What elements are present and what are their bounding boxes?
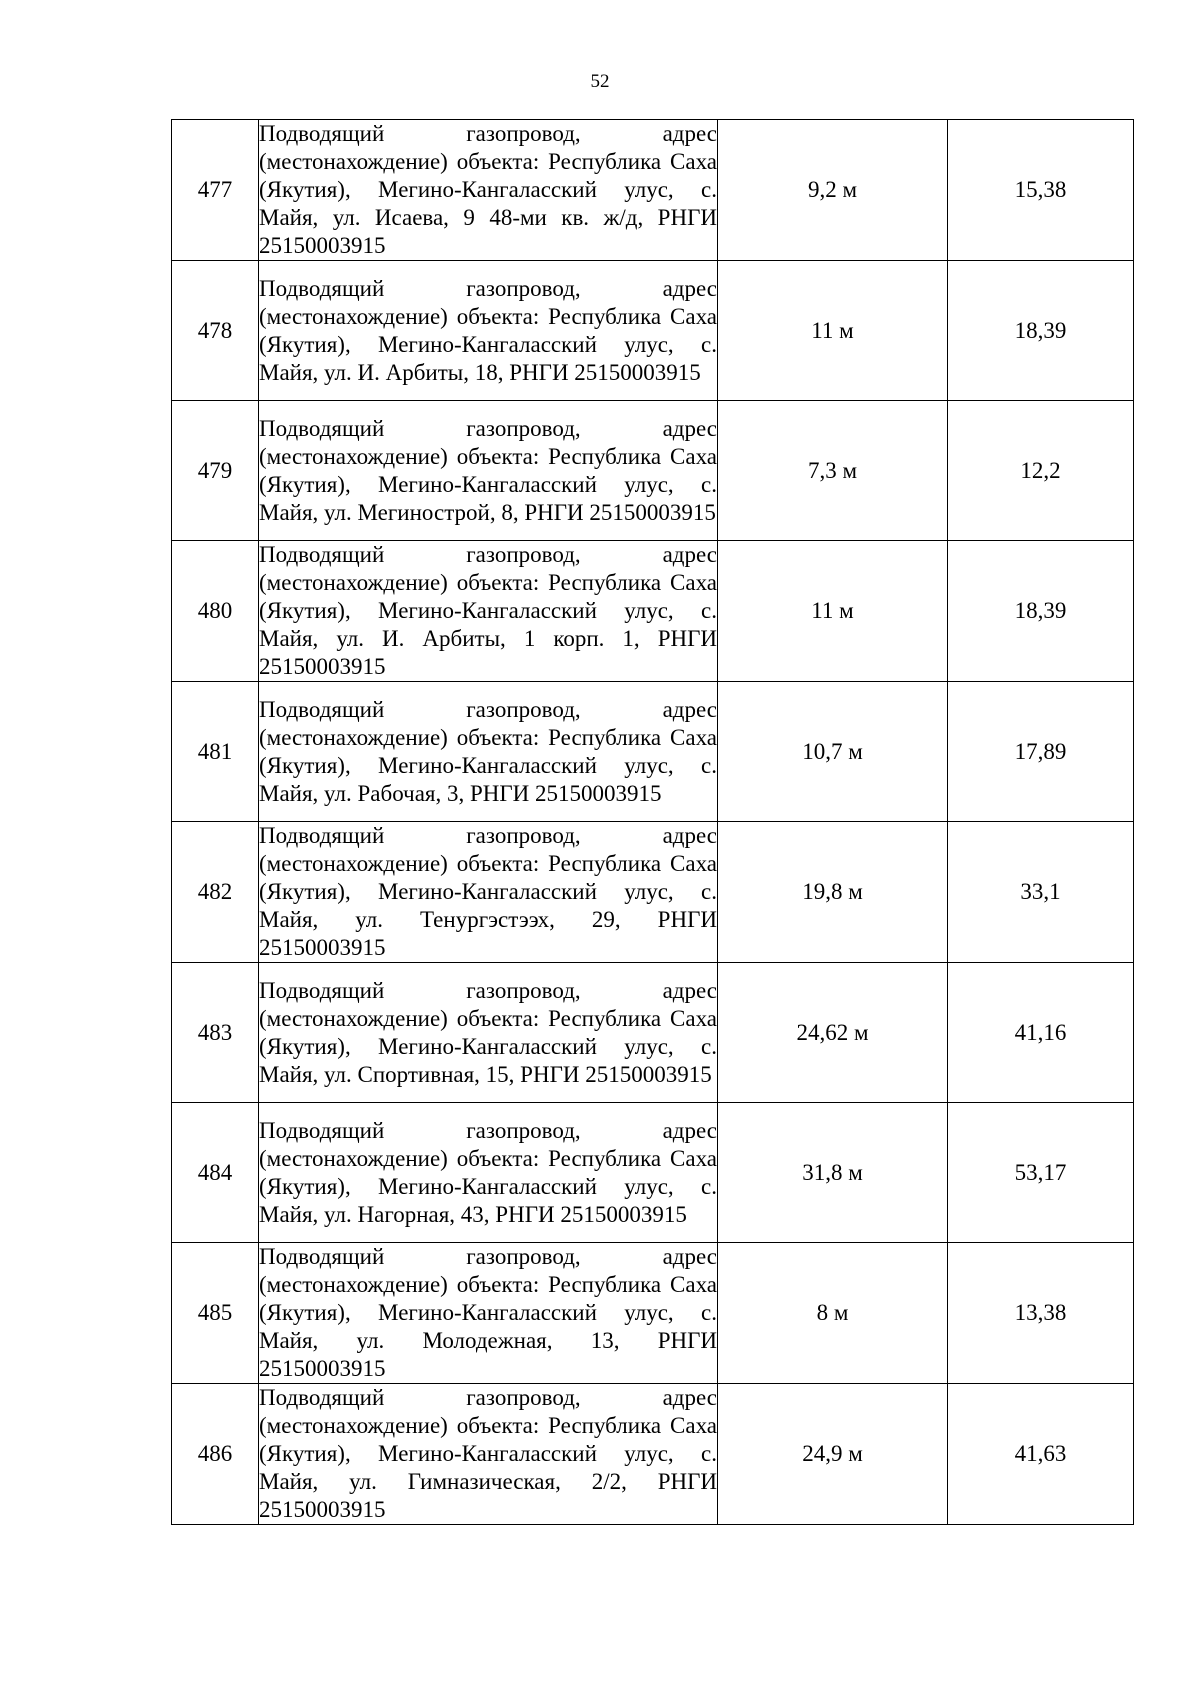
pipeline-length: 10,7 м <box>718 682 948 822</box>
object-value: 17,89 <box>948 682 1134 822</box>
object-value: 18,39 <box>948 541 1134 682</box>
pipeline-length: 31,8 м <box>718 1103 948 1243</box>
registry-table <box>171 119 1134 1525</box>
object-description-text: Подводящий газопровод, адрес (местонахождение) объекта: Республика Саха (Якутия), Мегино-Кангаласский улус, с. Майя, ул. Молодежная, 13, РНГИ 25150003915 <box>259 1244 717 1381</box>
pipeline-length: 7,3 м <box>718 401 948 541</box>
pipeline-length: 19,8 м <box>718 822 948 963</box>
object-description-text: Подводящий газопровод, адрес (местонахождение) объекта: Республика Саха (Якутия), Мегино-Кангаласский улус, с. Майя, ул. Спортивная, 15, РНГИ 25150003915 <box>259 977 717 1087</box>
object-description-text: Подводящий газопровод, адрес (местонахождение) объекта: Республика Саха (Якутия), Мегино-Кангаласский улус, с. Майя, ул. И. Арбиты, 1 корп. 1, РНГИ 25150003915 <box>259 542 717 679</box>
object-description <box>259 401 718 541</box>
pipeline-length: 8 м <box>718 1243 948 1384</box>
table-row <box>172 1384 1134 1525</box>
object-description-text: Подводящий газопровод, адрес (местонахождение) объекта: Республика Саха (Якутия), Мегино-Кангаласский улус, с. Майя, ул. И. Арбиты, 18, РНГИ 25150003915 <box>259 275 717 385</box>
table-row <box>172 1103 1134 1243</box>
row-number: 480 <box>172 541 259 682</box>
object-description <box>259 822 718 963</box>
object-value: 13,38 <box>948 1243 1134 1384</box>
row-number: 479 <box>172 401 259 541</box>
table-row <box>172 963 1134 1103</box>
pipeline-length: 24,9 м <box>718 1384 948 1525</box>
object-description-text: Подводящий газопровод, адрес (местонахождение) объекта: Республика Саха (Якутия), Мегино-Кангаласский улус, с. Майя, ул. Тенургэстээх, 29, РНГИ 25150003915 <box>259 823 717 960</box>
object-value: 41,16 <box>948 963 1134 1103</box>
row-number: 478 <box>172 261 259 401</box>
object-value: 18,39 <box>948 261 1134 401</box>
object-description <box>259 1103 718 1243</box>
object-value: 41,63 <box>948 1384 1134 1525</box>
table-row <box>172 401 1134 541</box>
pipeline-length: 11 м <box>718 261 948 401</box>
row-number: 483 <box>172 963 259 1103</box>
table-row <box>172 541 1134 682</box>
row-number: 486 <box>172 1384 259 1525</box>
object-description-text: Подводящий газопровод, адрес (местонахождение) объекта: Республика Саха (Якутия), Мегино-Кангаласский улус, с. Майя, ул. Гимназическая, 2/2, РНГИ 25150003915 <box>259 1385 717 1522</box>
page-number: 52 <box>590 71 610 92</box>
object-description-text: Подводящий газопровод, адрес (местонахождение) объекта: Республика Саха (Якутия), Мегино-Кангаласский улус, с. Майя, ул. Нагорная, 43, РНГИ 25150003915 <box>259 1117 717 1227</box>
object-description <box>259 682 718 822</box>
pipeline-length: 24,62 м <box>718 963 948 1103</box>
object-description <box>259 261 718 401</box>
table-row <box>172 682 1134 822</box>
table-row <box>172 1243 1134 1384</box>
object-value: 12,2 <box>948 401 1134 541</box>
registry-table-body <box>172 120 1134 1525</box>
object-description <box>259 1384 718 1525</box>
row-number: 481 <box>172 682 259 822</box>
table-row <box>172 120 1134 261</box>
row-number: 482 <box>172 822 259 963</box>
object-value: 53,17 <box>948 1103 1134 1243</box>
row-number: 484 <box>172 1103 259 1243</box>
table-row <box>172 261 1134 401</box>
object-value: 15,38 <box>948 120 1134 261</box>
pipeline-length: 9,2 м <box>718 120 948 261</box>
object-description <box>259 541 718 682</box>
object-value: 33,1 <box>948 822 1134 963</box>
pipeline-length: 11 м <box>718 541 948 682</box>
object-description <box>259 120 718 261</box>
table-row <box>172 822 1134 963</box>
object-description-text: Подводящий газопровод, адрес (местонахождение) объекта: Республика Саха (Якутия), Мегино-Кангаласский улус, с. Майя, ул. Мегинострой, 8, РНГИ 25150003915 <box>259 415 717 525</box>
object-description-text: Подводящий газопровод, адрес (местонахождение) объекта: Республика Саха (Якутия), Мегино-Кангаласский улус, с. Майя, ул. Рабочая, 3, РНГИ 25150003915 <box>259 696 717 806</box>
object-description <box>259 963 718 1103</box>
row-number: 477 <box>172 120 259 261</box>
object-description-text: Подводящий газопровод, адрес (местонахождение) объекта: Республика Саха (Якутия), Мегино-Кангаласский улус, с. Майя, ул. Исаева, 9 48-ми кв. ж/д, РНГИ 25150003915 <box>259 121 717 258</box>
row-number: 485 <box>172 1243 259 1384</box>
object-description <box>259 1243 718 1384</box>
